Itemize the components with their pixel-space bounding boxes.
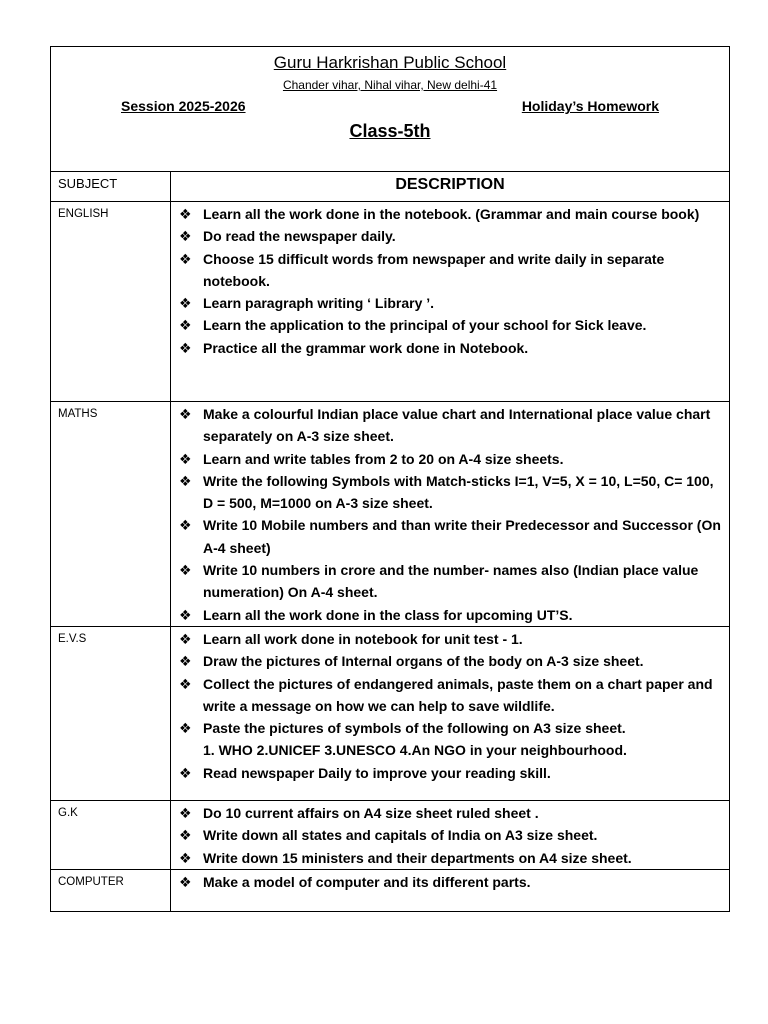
subject-row-evs (51, 626, 730, 800)
diamond-bullet-icon: ❖ (179, 720, 192, 737)
description-column-header: DESCRIPTION (171, 172, 730, 202)
diamond-bullet-icon: ❖ (179, 804, 192, 821)
task-item: ❖ Read newspaper Daily to improve your reading skill. (179, 762, 725, 784)
task-list (179, 403, 725, 626)
class-label: Class-5th (349, 121, 431, 141)
subject-row-gk (51, 800, 730, 869)
subject-name: COMPUTER (51, 869, 171, 911)
task-item: ❖ Learn all work done in notebook for unit test - 1. (179, 628, 725, 650)
diamond-bullet-icon: ❖ (179, 472, 192, 489)
task-list (179, 628, 725, 784)
homework-table (50, 46, 730, 912)
task-item: ❖ Choose 15 difficult words from newspaper and write daily in separate notebook. (179, 248, 725, 293)
task-item: ❖ Learn all the work done in the notebook. (Grammar and main course book) (179, 203, 725, 225)
task-item: ❖ Make a model of computer and its different parts. (179, 871, 725, 893)
task-item: ❖ Make a colourful Indian place value chart and International place value chart separately on A-3 size sheet. (179, 403, 725, 448)
diamond-bullet-icon: ❖ (179, 630, 192, 647)
subject-name: E.V.S (51, 626, 171, 800)
diamond-bullet-icon: ❖ (179, 517, 192, 534)
task-item: ❖ Learn paragraph writing ‘ Library ’. (179, 292, 725, 314)
task-item: ❖ Learn all the work done in the class for upcoming UT’S. (179, 604, 725, 626)
diamond-bullet-icon: ❖ (179, 653, 192, 670)
subject-name: ENGLISH (51, 202, 171, 402)
subject-name: MATHS (51, 402, 171, 627)
task-list (179, 802, 725, 869)
subject-column-header: SUBJECT (51, 172, 171, 202)
diamond-bullet-icon: ❖ (179, 849, 192, 866)
task-item: ❖ Collect the pictures of endangered animals, paste them on a chart paper and write a message on how we can help to save wildlife. (179, 673, 725, 718)
diamond-bullet-icon: ❖ (179, 873, 192, 890)
diamond-bullet-icon: ❖ (179, 450, 192, 467)
task-item: ❖ Write the following Symbols with Match-sticks I=1, V=5, X = 10, L=50, C= 100, D = 500, M=1000 on A-3 size sheet. (179, 470, 725, 515)
task-item: ❖ Do read the newspaper daily. (179, 225, 725, 247)
homework-sheet (50, 46, 729, 912)
diamond-bullet-icon: ❖ (179, 562, 192, 579)
diamond-bullet-icon: ❖ (179, 606, 192, 623)
task-item: ❖ Do 10 current affairs on A4 size sheet ruled sheet . (179, 802, 725, 824)
subject-row-computer (51, 869, 730, 911)
description-cell (171, 626, 730, 800)
task-item: ❖ Write 10 Mobile numbers and than write their Predecessor and Successor (On A-4 sheet) (179, 514, 725, 559)
subject-row-english (51, 202, 730, 402)
task-item: ❖ Write down 15 ministers and their departments on A4 size sheet. (179, 847, 725, 869)
task-item: ❖ Learn and write tables from 2 to 20 on A-4 size sheets. (179, 448, 725, 470)
diamond-bullet-icon: ❖ (179, 295, 192, 312)
task-list (179, 203, 725, 359)
column-header-row (51, 172, 730, 202)
diamond-bullet-icon: ❖ (179, 764, 192, 781)
task-item: ❖ Learn the application to the principal of your school for Sick leave. (179, 314, 725, 336)
session-label: Session 2025-2026 (121, 98, 246, 114)
header-cell (51, 47, 730, 172)
header-row (51, 47, 730, 172)
school-name: Guru Harkrishan Public School (273, 53, 507, 72)
description-cell (171, 800, 730, 869)
diamond-bullet-icon: ❖ (179, 827, 192, 844)
holiday-homework-label: Holiday’s Homework (521, 98, 659, 114)
description-cell (171, 402, 730, 627)
diamond-bullet-icon: ❖ (179, 339, 192, 356)
description-cell (171, 869, 730, 911)
task-item: ❖ Practice all the grammar work done in Notebook. (179, 337, 725, 359)
symbol-list-line: 1. WHO 2.UNICEF 3.UNESCO 4.An NGO in your neighbourhood. (203, 742, 627, 759)
subject-row-maths (51, 402, 730, 627)
diamond-bullet-icon: ❖ (179, 317, 192, 334)
task-item: ❖ Write 10 numbers in crore and the number- names also (Indian place value numeration) On A-4 sheet. (179, 559, 725, 604)
description-cell (171, 202, 730, 402)
diamond-bullet-icon: ❖ (179, 675, 192, 692)
task-item: ❖ Paste the pictures of symbols of the following on A3 size sheet. (179, 717, 725, 739)
task-list (179, 871, 725, 893)
diamond-bullet-icon: ❖ (179, 250, 192, 267)
diamond-bullet-icon: ❖ (179, 206, 192, 222)
task-item: ❖ Write down all states and capitals of India on A3 size sheet. (179, 824, 725, 846)
task-item: ❖ Draw the pictures of Internal organs of the body on A-3 size sheet. (179, 650, 725, 672)
diamond-bullet-icon: ❖ (179, 406, 192, 422)
diamond-bullet-icon: ❖ (179, 228, 192, 245)
school-address: Chander vihar, Nihal vihar, New delhi-41 (282, 78, 498, 92)
subject-name: G.K (51, 800, 171, 869)
